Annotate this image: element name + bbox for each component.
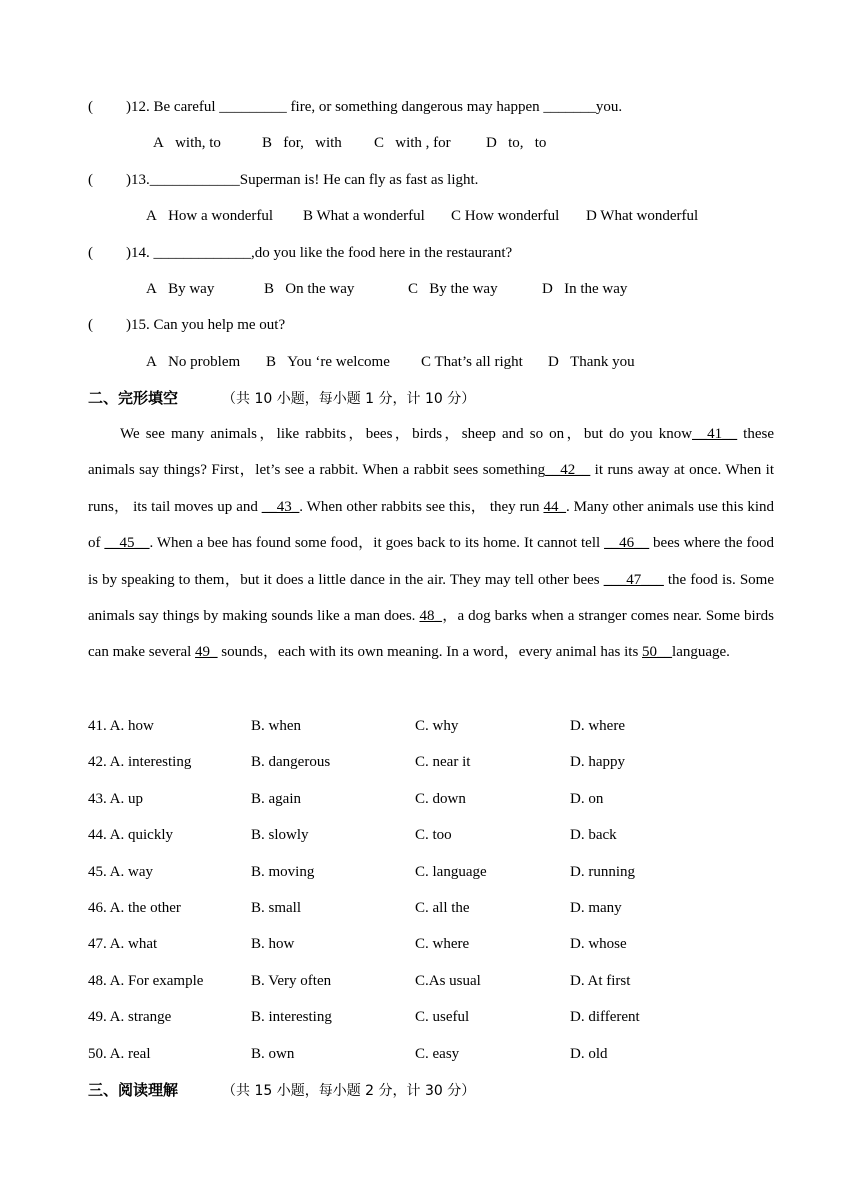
- option-c: C By the way: [408, 281, 498, 297]
- choice-row-42: [0, 752, 860, 772]
- choice-row-48: [0, 971, 860, 991]
- option-d: D to, to: [486, 135, 547, 151]
- choice-d: D. At first: [570, 973, 631, 989]
- question-stem: )12. Be careful _________ fire, or something dangerous may happen _______you.: [126, 99, 623, 115]
- blank-42: __42__: [545, 462, 591, 479]
- answer-paren[interactable]: (: [88, 317, 93, 333]
- passage-text: . Many other animals use this kind of: [88, 498, 774, 552]
- choice-a: 46. A. the other: [88, 900, 181, 916]
- choice-a: 47. A. what: [88, 936, 158, 952]
- passage-text: . When other rabbits see this， they run: [299, 498, 544, 515]
- section-3-header: [88, 1080, 475, 1101]
- blank-48: 48_: [419, 608, 442, 625]
- option-b: B On the way: [264, 281, 355, 297]
- choice-a: 45. A. way: [88, 864, 153, 880]
- choice-d: D. different: [570, 1009, 640, 1025]
- section-title: 三、阅读理解: [88, 1081, 179, 1099]
- cloze-passage: [88, 416, 774, 671]
- question-15: [88, 315, 285, 335]
- choice-b: B. moving: [251, 864, 315, 880]
- option-c: C How wonderful: [451, 208, 560, 224]
- choice-b: B. small: [251, 900, 302, 916]
- choice-a: 44. A. quickly: [88, 827, 173, 843]
- option-a: A No problem: [146, 354, 241, 370]
- choice-c: C. too: [415, 827, 452, 843]
- blank-49: 49_: [195, 644, 218, 661]
- choice-row-49: [0, 1007, 860, 1027]
- option-c: C with , for: [374, 135, 451, 151]
- choice-d: D. where: [570, 718, 625, 734]
- question-14: [88, 243, 512, 263]
- choice-d: D. old: [570, 1046, 608, 1062]
- passage-text: the food is. Some animals say things by making sounds like a man does.: [88, 571, 774, 625]
- choice-b: B. interesting: [251, 1009, 332, 1025]
- passage-text: it runs away at once. When it runs， its tail moves up and: [88, 462, 774, 515]
- passage-text: . When a bee has found some food，it goes back to its home. It cannot tell: [149, 535, 605, 552]
- question-stem: )13.____________Superman is! He can fly as fast as light.: [126, 172, 479, 188]
- option-a: A How a wonderful: [146, 208, 274, 224]
- passage-text: bees where the food is by speaking to them，but it does a little dance in the air. They may tell other bees: [88, 535, 774, 588]
- choice-a: 49. A. strange: [88, 1009, 172, 1025]
- choice-b: B. own: [251, 1046, 295, 1062]
- answer-paren[interactable]: (: [88, 99, 93, 115]
- option-b: B for, with: [262, 135, 342, 151]
- choice-c: C. where: [415, 936, 470, 952]
- choice-c: C. easy: [415, 1046, 460, 1062]
- question-12: [88, 97, 622, 117]
- choice-row-46: [0, 898, 860, 918]
- option-d: D In the way: [542, 281, 628, 297]
- passage-text: sounds，each with its own meaning. In a word，every animal has its: [217, 644, 643, 661]
- choice-d: D. back: [570, 827, 617, 843]
- blank-50: 50__: [642, 644, 673, 661]
- choice-d: D. many: [570, 900, 622, 916]
- choice-row-41: [0, 716, 860, 736]
- blank-47: ___47___: [603, 571, 664, 588]
- passage-text: language.: [672, 644, 730, 661]
- choice-row-43: [0, 789, 860, 809]
- choice-a: 42. A. interesting: [88, 754, 192, 770]
- option-d: D What wonderful: [586, 208, 699, 224]
- choice-a: 50. A. real: [88, 1046, 151, 1062]
- blank-43: __43_: [261, 498, 300, 515]
- choice-row-44: [0, 825, 860, 845]
- answer-paren[interactable]: (: [88, 172, 93, 188]
- choice-row-45: [0, 862, 860, 882]
- blank-46: __46__: [604, 535, 650, 552]
- option-d: D Thank you: [548, 354, 635, 370]
- choice-b: B. slowly: [251, 827, 309, 843]
- choice-d: D. running: [570, 864, 635, 880]
- question-13: [88, 170, 478, 190]
- choice-c: C. useful: [415, 1009, 470, 1025]
- choice-b: B. when: [251, 718, 301, 734]
- option-a: A with, to: [153, 135, 221, 151]
- passage-text: We see many animals，like rabbits，bees，birds，sheep and so on，but do you know: [120, 426, 693, 442]
- answer-paren[interactable]: (: [88, 245, 93, 261]
- section-2-header: [88, 388, 475, 409]
- choice-c: C.As usual: [415, 973, 481, 989]
- choice-b: B. dangerous: [251, 754, 331, 770]
- blank-44: 44_: [543, 498, 566, 515]
- option-c: C That’s all right: [421, 354, 523, 370]
- choice-d: D. happy: [570, 754, 625, 770]
- section-title: 二、完形填空: [88, 389, 179, 407]
- choice-row-47: [0, 934, 860, 954]
- blank-45: __45__: [104, 535, 150, 552]
- option-b: B What a wonderful: [303, 208, 425, 224]
- choice-c: C. down: [415, 791, 466, 807]
- passage-text: ，a dog barks when a stranger comes near. Some birds can make several: [88, 608, 775, 661]
- section-subtitle: （共 15 小题，每小题 2 分，计 30 分）: [222, 1083, 476, 1099]
- blank-41: __41__: [692, 426, 738, 442]
- passage-text: these animals say things? First，let’s see a rabbit. When a rabbit sees something: [88, 426, 774, 479]
- choice-c: C. why: [415, 718, 459, 734]
- choice-c: C. all the: [415, 900, 470, 916]
- question-stem: )14. _____________,do you like the food here in the restaurant?: [126, 245, 513, 261]
- choice-c: C. language: [415, 864, 487, 880]
- choice-c: C. near it: [415, 754, 471, 770]
- choice-a: 43. A. up: [88, 791, 144, 807]
- choice-a: 41. A. how: [88, 718, 154, 734]
- choice-d: D. whose: [570, 936, 627, 952]
- section-subtitle: （共 10 小题，每小题 1 分，计 10 分）: [222, 391, 476, 407]
- question-stem: )15. Can you help me out?: [126, 317, 286, 333]
- choice-b: B. how: [251, 936, 295, 952]
- choice-b: B. again: [251, 791, 301, 807]
- option-b: B You ‘re welcome: [266, 354, 390, 370]
- choice-d: D. on: [570, 791, 604, 807]
- option-a: A By way: [146, 281, 215, 297]
- choice-a: 48. A. For example: [88, 973, 204, 989]
- choice-b: B. Very often: [251, 973, 332, 989]
- choice-row-50: [0, 1044, 860, 1064]
